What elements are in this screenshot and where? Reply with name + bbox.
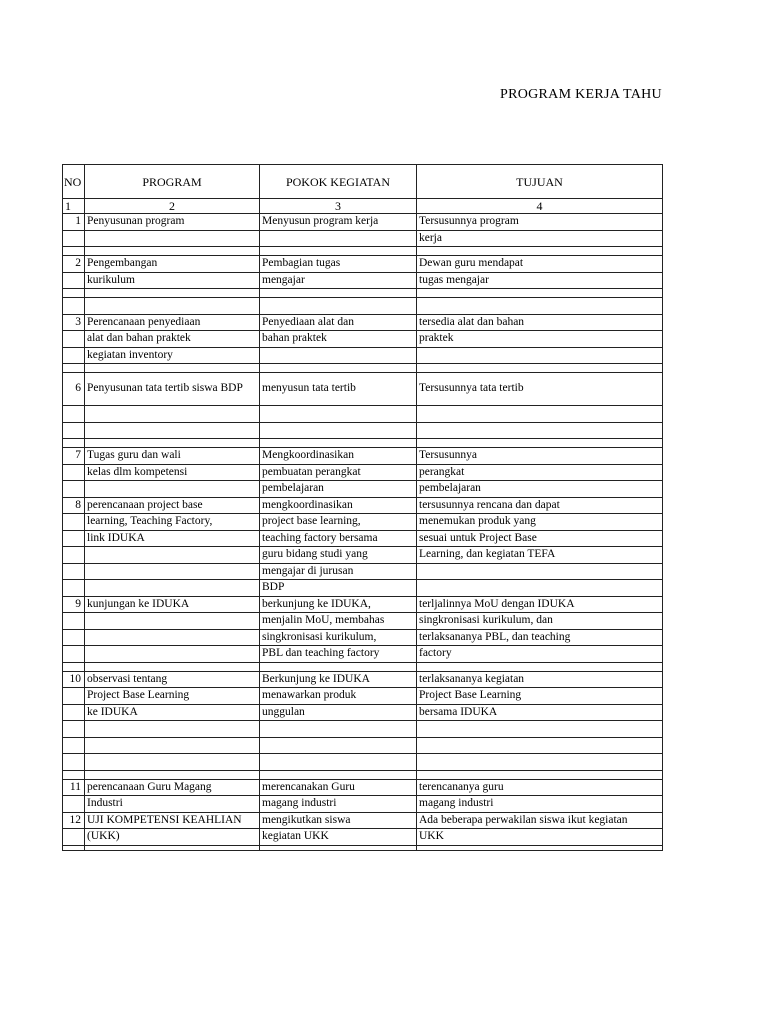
table-row: [63, 829, 663, 846]
cell-program: [85, 230, 260, 247]
cell-program: Perencanaan penyediaan: [85, 314, 260, 331]
cell-no: [63, 563, 85, 580]
cell-tujuan: terencananya guru: [417, 779, 663, 796]
table-row: [63, 779, 663, 796]
table-row: [63, 481, 663, 498]
cell-pokok-kegiatan: [260, 439, 417, 448]
cell-pokok-kegiatan: mengkoordinasikan: [260, 497, 417, 514]
cell-pokok-kegiatan: mengajar di jurusan: [260, 563, 417, 580]
cell-no: [63, 406, 85, 423]
cell-no: [63, 754, 85, 771]
cell-pokok-kegiatan: [260, 230, 417, 247]
cell-pokok-kegiatan: Penyediaan alat dan: [260, 314, 417, 331]
cell-no: 1: [63, 214, 85, 231]
column-number: 1: [63, 199, 85, 214]
table-row: [63, 596, 663, 613]
cell-program: [85, 721, 260, 738]
cell-no: [63, 298, 85, 315]
cell-program: kunjungan ke IDUKA: [85, 596, 260, 613]
cell-no: [63, 613, 85, 630]
table-row: [63, 464, 663, 481]
cell-tujuan: [417, 737, 663, 754]
cell-pokok-kegiatan: magang industri: [260, 796, 417, 813]
cell-pokok-kegiatan: unggulan: [260, 704, 417, 721]
cell-pokok-kegiatan: [260, 754, 417, 771]
table-row: [63, 563, 663, 580]
table-row: [63, 497, 663, 514]
table-row: [63, 448, 663, 465]
table-row: [63, 812, 663, 829]
cell-program: UJI KOMPETENSI KEAHLIAN: [85, 812, 260, 829]
table-row: [63, 530, 663, 547]
cell-pokok-kegiatan: bahan praktek: [260, 331, 417, 348]
cell-tujuan: [417, 406, 663, 423]
cell-pokok-kegiatan: guru bidang studi yang: [260, 547, 417, 564]
cell-program: [85, 247, 260, 256]
cell-tujuan: bersama IDUKA: [417, 704, 663, 721]
cell-no: [63, 230, 85, 247]
cell-program: observasi tentang: [85, 671, 260, 688]
header-row: [63, 165, 663, 199]
cell-program: (UKK): [85, 829, 260, 846]
cell-tujuan: [417, 563, 663, 580]
cell-tujuan: Project Base Learning: [417, 688, 663, 705]
cell-no: [63, 289, 85, 298]
cell-tujuan: [417, 347, 663, 364]
cell-program: [85, 613, 260, 630]
cell-program: Industri: [85, 796, 260, 813]
cell-tujuan: Tersusunnya program: [417, 214, 663, 231]
cell-tujuan: singkronisasi kurikulum, dan: [417, 613, 663, 630]
cell-no: [63, 829, 85, 846]
cell-tujuan: UKK: [417, 829, 663, 846]
cell-tujuan: tersusunnya rencana dan dapat: [417, 497, 663, 514]
cell-pokok-kegiatan: Menyusun program kerja: [260, 214, 417, 231]
cell-pokok-kegiatan: berkunjung ke IDUKA,: [260, 596, 417, 613]
cell-pokok-kegiatan: menjalin MoU, membahas: [260, 613, 417, 630]
cell-pokok-kegiatan: [260, 298, 417, 315]
cell-pokok-kegiatan: [260, 721, 417, 738]
table-row: [63, 373, 663, 406]
cell-pokok-kegiatan: [260, 289, 417, 298]
cell-program: [85, 439, 260, 448]
cell-no: [63, 481, 85, 498]
table-row: [63, 331, 663, 348]
cell-tujuan: terlaksananya PBL, dan teaching: [417, 629, 663, 646]
cell-tujuan: [417, 247, 663, 256]
table-row: [63, 247, 663, 256]
cell-no: [63, 721, 85, 738]
cell-tujuan: [417, 721, 663, 738]
cell-no: [63, 770, 85, 779]
cell-tujuan: [417, 298, 663, 315]
header-no: NO: [63, 165, 85, 199]
cell-tujuan: magang industri: [417, 796, 663, 813]
cell-no: [63, 737, 85, 754]
cell-tujuan: [417, 439, 663, 448]
cell-no: [63, 530, 85, 547]
cell-pokok-kegiatan: [260, 422, 417, 439]
cell-pokok-kegiatan: menawarkan produk: [260, 688, 417, 705]
cell-program: Tugas guru dan wali: [85, 448, 260, 465]
cell-program: Project Base Learning: [85, 688, 260, 705]
cell-no: 12: [63, 812, 85, 829]
cell-no: [63, 646, 85, 663]
cell-pokok-kegiatan: PBL dan teaching factory: [260, 646, 417, 663]
cell-no: 2: [63, 256, 85, 273]
table-row: [63, 514, 663, 531]
table-row: [63, 439, 663, 448]
cell-program: Pengembangan: [85, 256, 260, 273]
cell-program: [85, 629, 260, 646]
column-number: 2: [85, 199, 260, 214]
cell-no: [63, 629, 85, 646]
header-pokok-kegiatan: POKOK KEGIATAN: [260, 165, 417, 199]
cell-program: [85, 364, 260, 373]
cell-pokok-kegiatan: singkronisasi kurikulum,: [260, 629, 417, 646]
cell-no: [63, 364, 85, 373]
cell-pokok-kegiatan: kegiatan UKK: [260, 829, 417, 846]
table-row: [63, 347, 663, 364]
table-row: [63, 314, 663, 331]
cell-no: [63, 845, 85, 850]
table-row: [63, 214, 663, 231]
table-row: [63, 688, 663, 705]
cell-no: [63, 704, 85, 721]
table-row: [63, 704, 663, 721]
cell-no: [63, 464, 85, 481]
cell-no: [63, 547, 85, 564]
cell-tujuan: praktek: [417, 331, 663, 348]
cell-pokok-kegiatan: pembelajaran: [260, 481, 417, 498]
cell-pokok-kegiatan: [260, 247, 417, 256]
cell-pokok-kegiatan: merencanakan Guru: [260, 779, 417, 796]
cell-tujuan: sesuai untuk Project Base: [417, 530, 663, 547]
cell-pokok-kegiatan: pembuatan perangkat: [260, 464, 417, 481]
cell-tujuan: Dewan guru mendapat: [417, 256, 663, 273]
table-row: [63, 547, 663, 564]
cell-tujuan: [417, 754, 663, 771]
table-row: [63, 298, 663, 315]
header-tujuan: TUJUAN: [417, 165, 663, 199]
cell-program: link IDUKA: [85, 530, 260, 547]
cell-program: kegiatan inventory: [85, 347, 260, 364]
cell-pokok-kegiatan: [260, 406, 417, 423]
table-row: [63, 364, 663, 373]
column-number-row: [63, 199, 663, 214]
cell-no: [63, 247, 85, 256]
cell-pokok-kegiatan: mengajar: [260, 272, 417, 289]
table-row: [63, 580, 663, 597]
cell-tujuan: Ada beberapa perwakilan siswa ikut kegiatan: [417, 812, 663, 829]
cell-pokok-kegiatan: project base learning,: [260, 514, 417, 531]
cell-program: [85, 547, 260, 564]
cell-pokok-kegiatan: [260, 845, 417, 850]
cell-program: perencanaan Guru Magang: [85, 779, 260, 796]
cell-no: 7: [63, 448, 85, 465]
table-row: [63, 422, 663, 439]
cell-tujuan: [417, 364, 663, 373]
cell-program: kurikulum: [85, 272, 260, 289]
cell-tujuan: [417, 662, 663, 671]
table-row: [63, 662, 663, 671]
cell-no: 8: [63, 497, 85, 514]
cell-program: [85, 662, 260, 671]
cell-no: [63, 662, 85, 671]
table-row: [63, 289, 663, 298]
cell-pokok-kegiatan: Mengkoordinasikan: [260, 448, 417, 465]
cell-pokok-kegiatan: [260, 662, 417, 671]
table-row: [63, 721, 663, 738]
cell-tujuan: tugas mengajar: [417, 272, 663, 289]
cell-program: [85, 298, 260, 315]
cell-program: [85, 481, 260, 498]
cell-program: [85, 754, 260, 771]
cell-no: [63, 580, 85, 597]
cell-program: [85, 845, 260, 850]
table-row: [63, 796, 663, 813]
cell-tujuan: terljalinnya MoU dengan IDUKA: [417, 596, 663, 613]
cell-tujuan: pembelajaran: [417, 481, 663, 498]
cell-no: [63, 439, 85, 448]
cell-pokok-kegiatan: mengikutkan siswa: [260, 812, 417, 829]
cell-pokok-kegiatan: teaching factory bersama: [260, 530, 417, 547]
cell-no: [63, 688, 85, 705]
cell-tujuan: [417, 845, 663, 850]
cell-pokok-kegiatan: Pembagian tugas: [260, 256, 417, 273]
cell-pokok-kegiatan: Berkunjung ke IDUKA: [260, 671, 417, 688]
cell-pokok-kegiatan: menyusun tata tertib: [260, 373, 417, 406]
cell-program: perencanaan project base: [85, 497, 260, 514]
cell-tujuan: tersedia alat dan bahan: [417, 314, 663, 331]
cell-program: [85, 406, 260, 423]
cell-pokok-kegiatan: BDP: [260, 580, 417, 597]
table-row: [63, 737, 663, 754]
cell-pokok-kegiatan: [260, 737, 417, 754]
cell-no: 3: [63, 314, 85, 331]
cell-tujuan: kerja: [417, 230, 663, 247]
cell-no: [63, 422, 85, 439]
cell-program: kelas dlm kompetensi: [85, 464, 260, 481]
cell-program: Penyusunan program: [85, 214, 260, 231]
cell-program: Penyusunan tata tertib siswa BDP: [85, 373, 260, 406]
cell-program: [85, 580, 260, 597]
cell-program: [85, 770, 260, 779]
table-row: [63, 256, 663, 273]
cell-tujuan: [417, 770, 663, 779]
column-number: 3: [260, 199, 417, 214]
cell-tujuan: menemukan produk yang: [417, 514, 663, 531]
cell-tujuan: factory: [417, 646, 663, 663]
cell-pokok-kegiatan: [260, 770, 417, 779]
table-row: [63, 845, 663, 850]
cell-pokok-kegiatan: [260, 364, 417, 373]
cell-tujuan: Learning, dan kegiatan TEFA: [417, 547, 663, 564]
cell-program: [85, 422, 260, 439]
cell-no: 11: [63, 779, 85, 796]
table-row: [63, 406, 663, 423]
header-program: PROGRAM: [85, 165, 260, 199]
cell-program: alat dan bahan praktek: [85, 331, 260, 348]
table-row: [63, 671, 663, 688]
cell-pokok-kegiatan: [260, 347, 417, 364]
cell-no: [63, 347, 85, 364]
program-table: [62, 164, 663, 851]
cell-program: [85, 737, 260, 754]
cell-program: learning, Teaching Factory,: [85, 514, 260, 531]
cell-tujuan: Tersusunnya tata tertib: [417, 373, 663, 406]
cell-program: [85, 289, 260, 298]
cell-tujuan: Tersusunnya: [417, 448, 663, 465]
document-title: PROGRAM KERJA TAHU: [500, 87, 662, 102]
table-row: [63, 754, 663, 771]
cell-tujuan: [417, 580, 663, 597]
cell-program: ke IDUKA: [85, 704, 260, 721]
cell-tujuan: [417, 289, 663, 298]
cell-no: 10: [63, 671, 85, 688]
table-row: [63, 646, 663, 663]
cell-program: [85, 646, 260, 663]
cell-tujuan: [417, 422, 663, 439]
cell-no: [63, 514, 85, 531]
cell-program: [85, 563, 260, 580]
table-row: [63, 770, 663, 779]
cell-no: [63, 272, 85, 289]
table-row: [63, 230, 663, 247]
column-number: 4: [417, 199, 663, 214]
table-row: [63, 613, 663, 630]
table-row: [63, 629, 663, 646]
cell-no: 6: [63, 373, 85, 406]
cell-no: 9: [63, 596, 85, 613]
table-row: [63, 272, 663, 289]
cell-tujuan: perangkat: [417, 464, 663, 481]
cell-no: [63, 796, 85, 813]
cell-no: [63, 331, 85, 348]
cell-tujuan: terlaksananya kegiatan: [417, 671, 663, 688]
